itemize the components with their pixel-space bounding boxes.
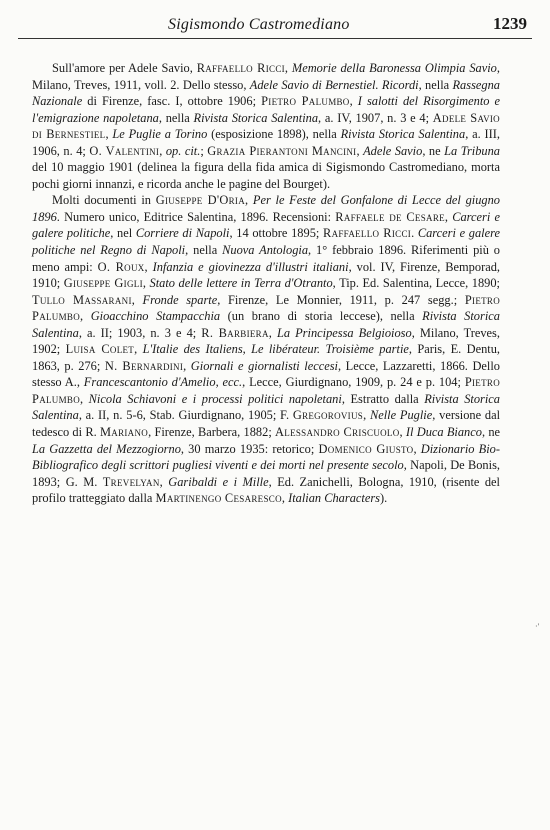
text-run: ,	[349, 94, 358, 109]
work-title: Adele Savio di Bernestiel. Ricordi	[249, 77, 419, 92]
text-run: , versione dal tedesco di R.	[32, 408, 501, 440]
author-name: Pietro Palumbo	[32, 292, 501, 324]
text-run: ,	[142, 276, 150, 291]
text-run: , a. III, 1906, n. 4;	[32, 127, 500, 158]
work-title: Nuova Antologia	[222, 243, 309, 258]
header-rule	[18, 38, 532, 39]
text-run: , nel	[110, 226, 136, 241]
paragraph-documenti	[32, 192, 500, 506]
author-name: Alessandro Criscuolo	[275, 425, 400, 440]
text-run: ,	[159, 143, 166, 158]
text-run: , Ed. Zanichelli, Bologna, 1910, (risente del profilo tratteggiato dalla	[32, 474, 500, 506]
author-name: Grazia Pierantoni Mancini	[207, 143, 357, 158]
author-name: O. Valentini	[89, 143, 160, 158]
text-run: ,	[399, 425, 406, 440]
text-run: ,	[356, 143, 364, 158]
text-run: , ne	[481, 425, 501, 440]
author-name: Pietro Palumbo	[261, 94, 350, 109]
work-title: Gioacchino Stampacchia	[90, 309, 221, 324]
text-run: ,	[284, 61, 292, 75]
author-name: Giuseppe D'Oria	[155, 193, 246, 208]
text-run: , vol. IV, Firenze, Bemporad, 1910;	[32, 259, 500, 291]
text-run: ,	[144, 259, 153, 274]
text-run: , Milano, Treves, 1902;	[32, 325, 500, 357]
running-title: Sigismondo Castromediano	[168, 16, 350, 33]
page-number: 1239	[493, 14, 527, 33]
work-title: La Principessa Belgioioso	[276, 325, 412, 340]
author-name: Martinengo Cesaresco	[155, 491, 282, 506]
work-title: Carceri e galere politiche	[32, 209, 500, 241]
text-run: , Napoli, De Bonis, 1893; G. M.	[32, 458, 500, 489]
work-title: Carceri e galere politiche nel Regno di Napoli	[32, 226, 500, 258]
text-run: ,	[134, 342, 143, 357]
author-name: Adele Savio di Bernestiel	[32, 110, 500, 142]
text-run: , Lecce, Giurdignano, 1909, p. 24 e p. 104;	[242, 375, 465, 390]
author-name: Raffaele de Cesare	[335, 209, 445, 224]
text-run: , a. IV, 1907, n. 3 e 4;	[318, 110, 433, 125]
author-name: Raffaello Ricci	[323, 226, 412, 241]
text-run: (esposizione 1898), nella	[207, 127, 341, 142]
text-run: . Numero unico, Editrice Salentina, 1896. Recensioni:	[56, 209, 336, 224]
work-title: L'Italie des Italiens, Le libérateur. Troisième partie	[142, 342, 409, 357]
work-title: Fronde sparte	[142, 292, 218, 307]
work-title: op. cit.	[165, 143, 201, 158]
work-title: Rivista Storica Salentina	[32, 309, 500, 340]
author-name: N. Bernardini	[104, 358, 184, 373]
author-name: Tullo Massarani	[32, 292, 132, 307]
work-title: Dizionario Bio-Bibliografico degli scrittori pugliesi viventi e dei morti nel presente secolo	[32, 441, 500, 473]
text-run: , Milano, Treves, 1911, voll. 2. Dello stesso,	[32, 61, 500, 92]
work-title: Per le Feste del Gonfalone di Lecce del giugno 1896	[32, 193, 500, 224]
work-title: Italian Characters	[288, 491, 380, 506]
text-run: , Paris, E. Dentu, 1863, p. 276;	[32, 342, 500, 373]
work-title: Nicola Schiavoni e i processi politici napoletani	[88, 391, 342, 406]
paragraph-adele-savio	[32, 60, 500, 192]
text-run: ,	[80, 309, 91, 324]
text-run: ,	[159, 474, 169, 489]
text-run: ,	[281, 491, 289, 506]
work-title: Corriere di Napoli	[135, 226, 230, 241]
author-name: Gregorovius	[292, 408, 364, 423]
text-run: , Lecce, Lazzaretti, 1866. Dello stesso A.,	[32, 358, 500, 390]
work-title: Rassegna Nazionale	[32, 77, 500, 109]
text-run: ,	[363, 408, 370, 423]
work-title: Adele Savio	[363, 143, 423, 158]
author-name: R. Barbiera	[201, 325, 269, 340]
margin-mark: ·'	[535, 622, 540, 631]
work-title: Garibaldi e i Mille	[168, 474, 269, 489]
text-run: Sull'amore per Adele Savio,	[52, 61, 197, 75]
author-name: Giuseppe Gigli	[63, 276, 143, 291]
work-title: Giornali e giornalisti leccesi	[190, 358, 338, 373]
work-title: La Gazzetta del Mezzogiorno	[32, 441, 181, 456]
text-run: , Tip. Ed. Salentina, Lecce, 1890;	[332, 276, 500, 291]
work-title: Il Duca Bianco	[405, 425, 482, 440]
text-run: di Firenze, fasc. I, ottobre 1906;	[82, 94, 262, 109]
text-run: ,	[80, 391, 89, 406]
text-run: ).	[379, 491, 388, 506]
text-run: ,	[245, 193, 253, 208]
text-run: , nella	[185, 243, 223, 258]
body-text	[32, 60, 500, 507]
author-name: Raffaello Ricci	[196, 61, 285, 75]
work-title: Stato delle lettere in Terra d'Otranto	[149, 276, 333, 291]
work-title: Francescantonio d'Amelio, ecc.	[83, 375, 243, 390]
author-name: Domenico Giusto	[318, 441, 414, 456]
text-run: , Estratto dalla	[341, 391, 425, 406]
text-run: , 30 marzo 1935: retorico;	[180, 441, 319, 456]
text-run: ,	[268, 325, 277, 340]
text-run: ,	[131, 292, 143, 307]
text-run: , Firenze, Barbera, 1882;	[148, 425, 276, 440]
work-title: Rivista Storica Salentina	[32, 391, 501, 423]
author-name: Mariano	[99, 425, 149, 440]
text-run: ;	[200, 143, 208, 158]
text-run: .	[411, 226, 418, 241]
text-run: , nella	[418, 77, 453, 92]
text-run: ,	[183, 358, 191, 373]
text-run: , Firenze, Le Monnier, 1911, p. 247 segg.;	[217, 292, 465, 307]
running-head	[20, 14, 530, 40]
text-run: , a. II; 1903, n. 3 e 4;	[78, 325, 202, 340]
text-run: del 10 maggio 1901 (delinea la figura della fida amica di Sigismondo Castromediano, morta pochi giorni innanzi, e ricorda anche le pagine del Bourget).	[32, 160, 500, 191]
author-name: O. Roux	[97, 259, 145, 274]
author-name: Luisa Colet	[65, 342, 135, 357]
work-title: Rivista Storica Salentina	[340, 127, 466, 142]
work-title: Le Puglie a Torino	[112, 127, 208, 142]
work-title: Memorie della Baronessa Olimpia Savio	[291, 61, 497, 75]
text-run: Molti documenti in	[52, 193, 156, 208]
work-title: Rivista Storica Salentina	[193, 110, 319, 125]
text-run: , 1° febbraio 1896. Riferimenti più o meno ampi:	[32, 243, 500, 274]
text-run: , 14 ottobre 1895;	[229, 226, 324, 241]
text-run: ,	[105, 127, 113, 142]
work-title: Infanzia e giovinezza d'illustri italiani	[152, 259, 349, 274]
author-name: Pietro Palumbo	[32, 375, 500, 406]
work-title: La Tribuna	[444, 143, 500, 158]
text-run: (un brano di storia leccese), nella	[220, 309, 423, 324]
work-title: Nelle Puglie	[369, 408, 433, 423]
author-name: Trevelyan	[102, 474, 160, 489]
text-run: , nella	[158, 110, 194, 125]
work-title: I salotti del Risorgimento e l'emigrazione napoletana	[32, 94, 501, 125]
text-run: , a. II, n. 5-6, Stab. Giurdignano, 1905; F.	[78, 408, 293, 423]
text-run: , ne	[422, 143, 445, 158]
text-run: ,	[413, 441, 421, 456]
text-run: ,	[444, 209, 453, 224]
